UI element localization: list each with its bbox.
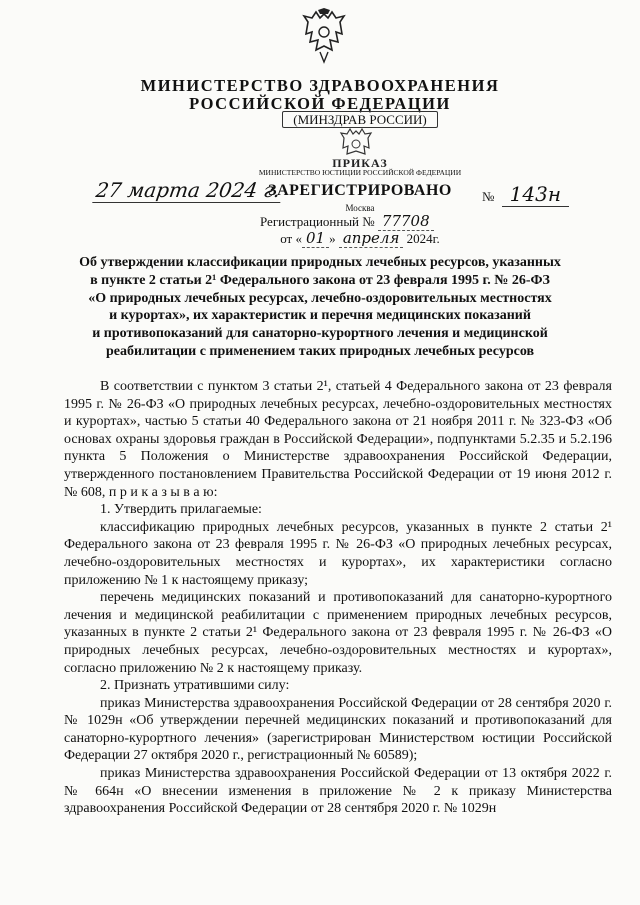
stamp-date-year: 2024 [406,231,433,246]
body-paragraph: 2. Признать утратившими силу: [100,678,290,694]
stamp-date-prefix: от [280,231,293,246]
ministry-name-line2: РОССИЙСКОЙ ФЕДЕРАЦИИ [189,94,451,113]
document-body [64,378,612,818]
title-line: в пункте 2 статьи 2¹ Федерального закона от 23 февраля 1995 г. № 26-ФЗ [90,272,550,288]
title-line: «О природных лечебных ресурсах, лечебно-оздоровительных местностях [88,290,552,306]
coat-of-arms-icon [302,8,346,64]
stamp-reg-number: 77708 [378,212,434,231]
stamp-date-suffix: г. [432,231,440,246]
stamp-prikaz-label: ПРИКАЗ [332,156,388,170]
stamp-city: Москва [345,203,375,213]
title-line: Об утверждении классификации природных лечебных ресурсов, указанных [79,255,561,270]
body-paragraph: приказ Министерства здравоохранения Российской Федерации от 13 октября 2022 г. № 664н «О внесении изменения в приложение № 2 к приказу Министерства здравоохранения Российской Федерации от 28 сентября 2020 г. № 1029н [64,766,612,817]
ministry-name-line1: МИНИСТЕРСТВО ЗДРАВООХРАНЕНИЯ [140,76,500,95]
body-paragraph: приказ Министерства здравоохранения Российской Федерации от 28 сентября 2020 г. № 1029н «Об утверждении перечней медицинских показаний и противопоказаний для санаторно-курортного лечения» (зарегистрирован Министерством юстиции Российской Федерации 27 октября 2020 г., регистрационный № 60589); [64,695,612,764]
stamp-justice-ministry: МИНИСТЕРСТВО ЮСТИЦИИ РОССИЙСКОЙ ФЕДЕРАЦИИ [258,168,462,177]
ministry-short-name: (МИНЗДРАВ РОССИИ) [282,111,438,128]
title-line: реабилитации с применением таких природных лечебных ресурсов [105,343,535,359]
stamp-date-row: от « 01 » апреля 2024г. [280,229,440,247]
body-paragraph: классификацию природных лечебных ресурсов, указанных в пункте 2 статьи 2¹ Федерального закона от 23 февраля 1995 г. № 26-ФЗ «О природных лечебных ресурсах, лечебно-оздоровительных местностях и курортах», их характеристики согласно приложению № 1 к настоящему приказу; [64,519,612,588]
stamp-date-day: 01 [302,229,329,248]
body-paragraph: В соответствии с пунктом 3 статьи 2¹, статьей 4 Федерального закона от 23 февраля 1995 г. № 26-ФЗ «О природных лечебных ресурсах, лечебно-оздоровительных местностях и курортах», частью 5 статьи 40 Федерального закона от 21 ноября 2011 г. № 323-ФЗ «Об основах охраны здоровья граждан в Российской Федерации», подпунктами 5.2.35 и 5.2.196 пункта 5 Положения о Министерстве здравоохранения Российской Федерации, утвержденного постановлением Правительства Российской Федерации от 19 июня 2012 г. № 608, п р и к а з ы в а ю: [64,379,612,500]
stamp-reg-label: Регистрационный № [260,214,375,229]
order-number: 143н [502,182,569,207]
registration-stamp [256,112,464,247]
order-date: 27 марта 2024 г. [92,178,284,203]
stamp-registered-label: ЗАРЕГИСТРИРОВАНО [268,182,452,199]
title-line: и курортах», их характеристик и перечня медицинских показаний [109,308,531,324]
body-paragraph: перечень медицинских показаний и противопоказаний для санаторно-курортного лечения и медицинской реабилитации с применением природных лечебных ресурсов, указанных в пункте 2 статьи 2¹ Федерального закона от 23 февраля 1995 г. № 26-ФЗ «О природных лечебных ресурсах, лечебно-оздоровительных местностях и курортах», согласно приложению № 2 к настоящему приказу. [64,590,612,676]
title-line: и противопоказаний для санаторно-курортного лечения и медицинской [92,326,548,342]
stamp-date-month: апреля [339,229,404,248]
order-number-row [482,182,569,206]
stamp-registration-row [260,212,468,230]
order-number-label: № [482,189,495,204]
body-paragraph: 1. Утвердить прилагаемые: [100,502,262,518]
document-title [70,254,570,361]
